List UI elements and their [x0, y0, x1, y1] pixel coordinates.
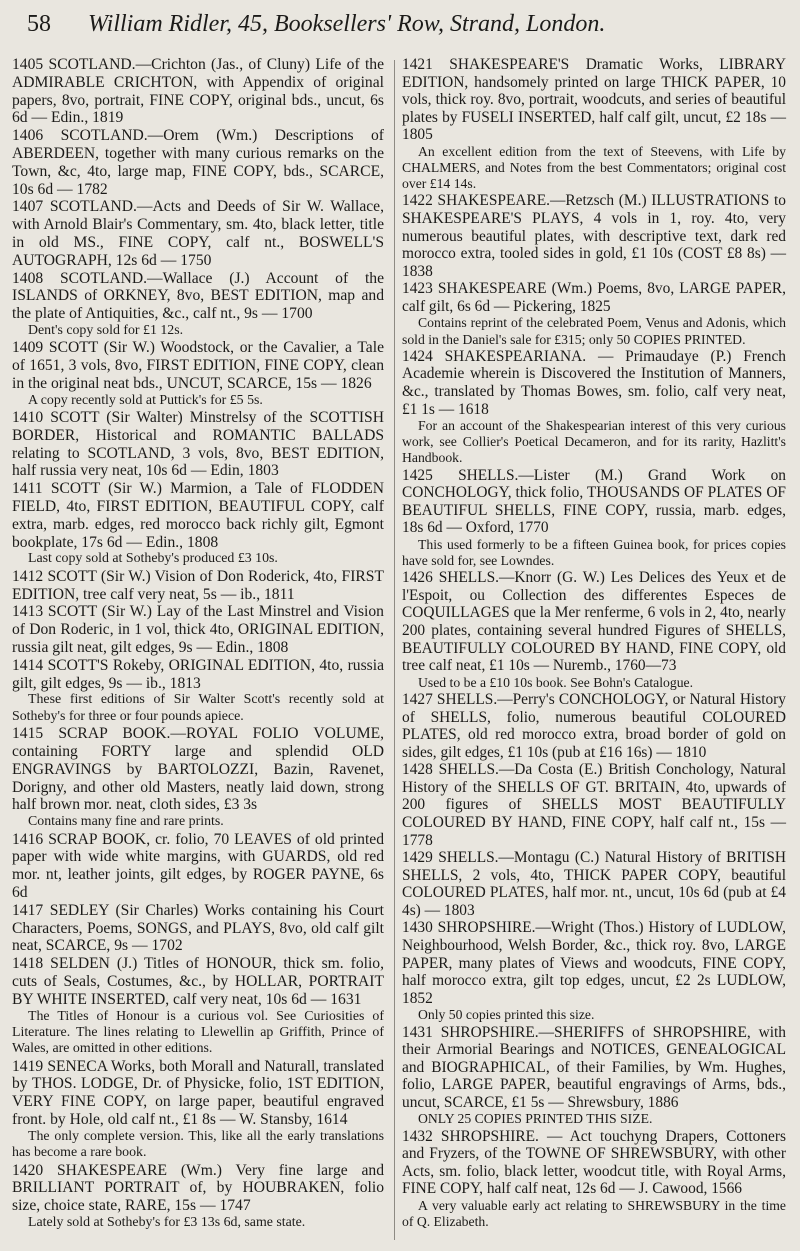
lot-number: 1407: [12, 198, 44, 216]
lot-note: Lately sold at Sotheby's for £3 13s 6d, same state.: [28, 1214, 306, 1230]
lot-description: SELDEN (J.) Titles of HONOUR, thick sm. folio, cuts of Seals, Costumes, &c., by HOLLAR, PORTRAIT BY WHITE INSERTED, calf very neat, 10s 6d — 1631: [12, 955, 384, 1008]
catalogue-entry: [12, 831, 384, 902]
catalogue-entry: [12, 725, 384, 814]
lot-number: 1411: [12, 480, 43, 498]
lot-number: 1415: [12, 725, 44, 743]
lot-note: An excellent edition from the text of Steevens, with Life by CHALMERS, and Notes from the best Commentators; original cost over £14 14s.: [402, 143, 786, 192]
right-column: [402, 56, 786, 1230]
lot-number: 1424: [402, 347, 433, 365]
lot-description: SHROPSHIRE.—Wright (Thos.) History of LUDLOW, Neighbourhood, Welsh Border, &c., thick roy. 8vo, LARGE PAPER, many plates of Views and woodcuts, FINE COPY, half morocco extra, gilt top edges, uncut, £2 2s LUDLOW, 1852: [402, 919, 786, 1007]
lot-description: SHAKESPEARE'S Dramatic Works, LIBRARY EDITION, handsomely printed on large THICK PAPER, 10 vols, thick roy. 8vo, portrait, woodcuts, and series of beautiful plates by FUSELI INSERTED, half calf gilt, uncut, £2 18s — 1805: [402, 56, 786, 144]
lot-note: Dent's copy sold for £1 12s.: [28, 322, 184, 338]
lot-number: 1410: [12, 409, 44, 427]
lot-description: SCRAP BOOK, cr. folio, 70 LEAVES of old printed paper with wide white margins, with GUARDS, old red mor. nt, leather joints, gilt edges, by ROGER PAYNE, 6s 6d: [12, 830, 384, 901]
catalogue-entry: [12, 127, 384, 198]
lot-description: SHELLS.—Da Costa (E.) British Conchology, Natural History of the SHELLS OF GT. BRITAIN, 4to, upwards of 200 figures of SHELLS MOST BEAUTIFULLY COLOURED BY HAND, FINE COPY, half calf nt., 15s — 1778: [402, 761, 786, 849]
catalogue-entry: [12, 902, 384, 955]
lot-description: SHELLS.—Lister (M.) Grand Work on CONCHOLOGY, thick folio, THOUSANDS OF PLATES OF BEAUTIFUL SHELLS, FINE COPY, russia, marb. edges, 18s 6d — Oxford, 1770: [402, 466, 786, 537]
lot-description: SHAKESPEARIANA. — Primaudaye (P.) French Academie wherein is Discovered the Institution of Manners, &c., translated by Thomas Bowes, sm. folio, calf very neat, £1 1s — 1618: [402, 347, 786, 418]
lot-number: 1418: [12, 955, 44, 973]
catalogue-entry: [12, 1162, 384, 1215]
catalogue-entry: [402, 192, 786, 280]
lot-description: SHAKESPEARE.—Retzsch (M.) ILLUSTRATIONS to SHAKESPEARE'S PLAYS, 4 vols in 1, roy. 4to, very numerous beautiful plates, with descriptive text, dark red morocco extra, tooled sides in gold, £1 10s (COST £8 8s) — 1838: [402, 192, 786, 280]
lot-description: SHROPSHIRE.—SHERIFFS of SHROPSHIRE, with their Armorial Bearings and NOTICES, GENEALOGICAL and BIOGRAPHICAL, of their Families, by Wm. Hughes, folio, LARGE PAPER, beautiful engravings of Arms, bds., uncut, SCARCE, £1 5s — Shrewsbury, 1886: [402, 1023, 786, 1111]
lot-description: SHAKESPEARE (Wm.) Very fine large and BRILLIANT PORTRAIT of, by HOUBRAKEN, folio size, choice state, RARE, 15s — 1747: [12, 1161, 384, 1215]
catalogue-entry: [12, 603, 384, 656]
lot-description: SCOTT (Sir W.) Lay of the Last Minstrel and Vision of Don Roderic, in 1 vol, thick 4to, ORIGINAL EDITION, russia gilt neat, gilt edges, 9s — Edin., 1808: [12, 603, 384, 657]
lot-note: A copy recently sold at Puttick's for £5 5s.: [28, 392, 263, 408]
lot-number: 1417: [12, 901, 44, 919]
lot-number: 1423: [402, 280, 433, 298]
lot-description: SHAKESPEARE (Wm.) Poems, 8vo, LARGE PAPER, calf gilt, 6s 6d — Pickering, 1825: [402, 280, 786, 315]
catalogue-entry: [12, 1058, 384, 1129]
catalogue-entry: [402, 56, 786, 144]
lot-number: 1409: [12, 339, 44, 357]
catalogue-entry: [402, 569, 786, 674]
page-number: 58: [27, 11, 51, 37]
lot-note: Last copy sold at Sotheby's produced £3 10s.: [28, 551, 278, 567]
lot-description: SCOTLAND.—Wallace (J.) Account of the ISLANDS of ORKNEY, 8vo, BEST EDITION, map and the plate of Antiquities, &c., calf nt., 9s — 1700: [12, 269, 384, 323]
catalogue-entry: [12, 568, 384, 604]
lot-description: SHELLS.—Knorr (G. W.) Les Delices des Yeux et de l'Espoit, ou Collection des differentes Especes de COQUILLAGES que la Mer renferme, 6 vols in 2, 4to, nearly 200 plates, containing several hundred Figures of SHELLS, BEAUTIFULLY COLOURED BY HAND, FINE COPY, old tree calf neat, £1 10s — Nuremb., 1760—73: [402, 569, 786, 675]
lot-note: A very valuable early act relating to SHREWSBURY in the time of Q. Elizabeth.: [402, 1197, 786, 1230]
catalogue-entry: [12, 339, 384, 392]
catalogue-entry: [12, 56, 384, 127]
lot-number: 1413: [12, 603, 44, 621]
lot-note: Contains reprint of the celebrated Poem, Venus and Adonis, which sold in the Daniel's sale for £315; only 50 COPIES PRINTED.: [402, 315, 786, 347]
catalogue-entry: [402, 280, 786, 315]
lot-description: SHROPSHIRE. — Act touchyng Drapers, Cottoners and Fryzers, of the TOWNE OF SHREWSBURY, with other Acts, sm. folio, black letter, woodcut title, with Royal Arms, FINE COPY, half calf neat, 12s 6d — J. Cawood, 1566: [402, 1127, 786, 1198]
lot-description: SCOTT (Sir Walter) Minstrelsy of the SCOTTISH BORDER, Historical and ROMANTIC BALLADS relating to SCOTLAND, 3 vols, 8vo, BEST EDITION, half russia very neat, 10s 6d — Edin, 1803: [12, 409, 384, 480]
catalogue-entry: [402, 919, 786, 1007]
lot-number: 1414: [12, 656, 44, 674]
catalogue-entry: [12, 480, 384, 551]
catalogue-entry: [12, 198, 384, 269]
catalogue-entry: [402, 761, 786, 849]
lot-description: SCOTLAND.—Orem (Wm.) Descriptions of ABERDEEN, together with many curious remarks on the Town, &c, 4to, large map, FINE COPY, bds., SCARCE, 10s 6d — 1782: [12, 127, 384, 198]
lot-number: 1416: [12, 830, 44, 848]
catalogue-entry: [12, 657, 384, 693]
lot-number: 1412: [12, 567, 44, 585]
lot-number: 1430: [402, 919, 433, 937]
lot-number: 1405: [12, 56, 44, 73]
lot-note: This used formerly to be a fifteen Guinea book, for prices copies have sold for, see Lowndes.: [402, 536, 786, 569]
catalogue-entry: [12, 270, 384, 323]
left-column: [12, 56, 384, 1231]
lot-note: The Titles of Honour is a curious vol. See Curiosities of Literature. The lines relating to Llewellin ap Griffith, Prince of Wales, are omitted in other editions.: [12, 1008, 384, 1057]
lot-note: For an account of the Shakespearian interest of this very curious work, see Collier's Poetical Decameron, and for its rarity, Hazlitt's Handbook.: [402, 418, 786, 466]
lot-note: ONLY 25 COPIES PRINTED THIS SIZE.: [418, 1111, 653, 1127]
lot-number: 1419: [12, 1057, 44, 1075]
lot-description: SCOTLAND.—Acts and Deeds of Sir W. Wallace, with Arnold Blair's Commentary, sm. 4to, black letter, title in old MS., FINE COPY, calf nt., BOSWELL'S AUTOGRAPH, 12s 6d — 1750: [12, 198, 384, 269]
lot-number: 1432: [402, 1127, 433, 1145]
lot-number: 1406: [12, 127, 44, 145]
lot-number: 1420: [12, 1161, 44, 1179]
catalogue-entry: [402, 691, 786, 761]
lot-number: 1425: [402, 466, 433, 484]
lot-description: SENECA Works, both Morall and Naturall, translated by THOS. LODGE, Dr. of Physicke, folio, 1ST EDITION, VERY FINE COPY, on large paper, beautiful engraved front. by Hole, old calf nt., £1 8s — W. Stansby, 1614: [12, 1057, 384, 1129]
catalogue-entry: [402, 1024, 786, 1112]
lot-description: SEDLEY (Sir Charles) Works containing his Court Characters, Poems, SONGS, and PLAYS, 8vo, old calf gilt neat, SCARCE, 9s — 1702: [12, 901, 384, 955]
lot-description: SCOTT (Sir W.) Marmion, a Tale of FLODDEN FIELD, 4to, FIRST EDITION, BEAUTIFUL COPY, calf extra, marb. edges, red morocco back richly gilt, Egmont bookplate, 17s 6d — Edin., 1808: [12, 480, 384, 551]
column-divider: [394, 60, 395, 1240]
lot-note: Used to be a £10 10s book. See Bohn's Catalogue.: [418, 674, 694, 690]
lot-note: These first editions of Sir Walter Scott's recently sold at Sotheby's for three or four pounds apiece.: [12, 692, 384, 724]
lot-number: 1426: [402, 569, 433, 587]
lot-description: SCOTT'S Rokeby, ORIGINAL EDITION, 4to, russia gilt, gilt edges, 9s — ib., 1813: [12, 656, 384, 692]
catalogue-entry: [402, 1128, 786, 1198]
catalogue-entry: [402, 849, 786, 919]
lot-number: 1408: [12, 269, 44, 287]
catalogue-entry: [12, 955, 384, 1008]
lot-description: SHELLS.—Montagu (C.) Natural History of BRITISH SHELLS, 2 vols, 4to, THICK PAPER COPY, beautiful COLOURED PLATES, half mor. nt., uncut, 10s 6d (pub at £4 4s) — 1803: [402, 849, 786, 919]
catalogue-entry: [12, 409, 384, 480]
lot-number: 1431: [402, 1023, 433, 1041]
catalogue-entry: [402, 348, 786, 418]
lot-number: 1429: [402, 849, 433, 867]
lot-description: SCRAP BOOK.—ROYAL FOLIO VOLUME, containing FORTY large and splendid OLD ENGRAVINGS by BARTOLOZZI, Bazin, Ravenet, Dorigny, and other old Masters, neatly laid down, strong half brown mor. neat, cloth sides, £3 3s: [12, 725, 384, 814]
lot-number: 1422: [402, 192, 433, 210]
lot-description: SCOTLAND.—Crichton (Jas., of Cluny) Life of the ADMIRABLE CRICHTON, with Appendix of original papers, 8vo, portrait, FINE COPY, original bds., uncut, 6s 6d — Edin., 1819: [12, 56, 384, 127]
lot-note: The only complete version. This, like all the early translations has become a rare book.: [12, 1128, 384, 1161]
lot-note: Contains many fine and rare prints.: [28, 814, 224, 830]
lot-number: 1421: [402, 56, 433, 73]
lot-note: Only 50 copies printed this size.: [418, 1007, 595, 1023]
catalogue-entry: [402, 467, 786, 537]
lot-description: SCOTT (Sir W.) Vision of Don Roderick, 4to, FIRST EDITION, tree calf very neat, 5s — ib., 1811: [12, 567, 384, 603]
page-header: [0, 4, 800, 48]
page-running-title: William Ridler, 45, Booksellers' Row, Strand, London.: [88, 11, 606, 37]
lot-number: 1427: [402, 690, 433, 708]
lot-description: SHELLS.—Perry's CONCHOLOGY, or Natural History of SHELLS, folio, numerous beautiful COLOURED PLATES, old red morocco extra, broad border of gold on sides, gilt edges, £1 10s (pub at £16 16s) — 1810: [402, 690, 786, 761]
lot-number: 1428: [402, 761, 433, 779]
lot-description: SCOTT (Sir W.) Woodstock, or the Cavalier, a Tale of 1651, 3 vols, 8vo, FIRST EDITION, FINE COPY, clean in the original neat bds., UNCUT, SCARCE, 15s — 1826: [12, 339, 384, 392]
